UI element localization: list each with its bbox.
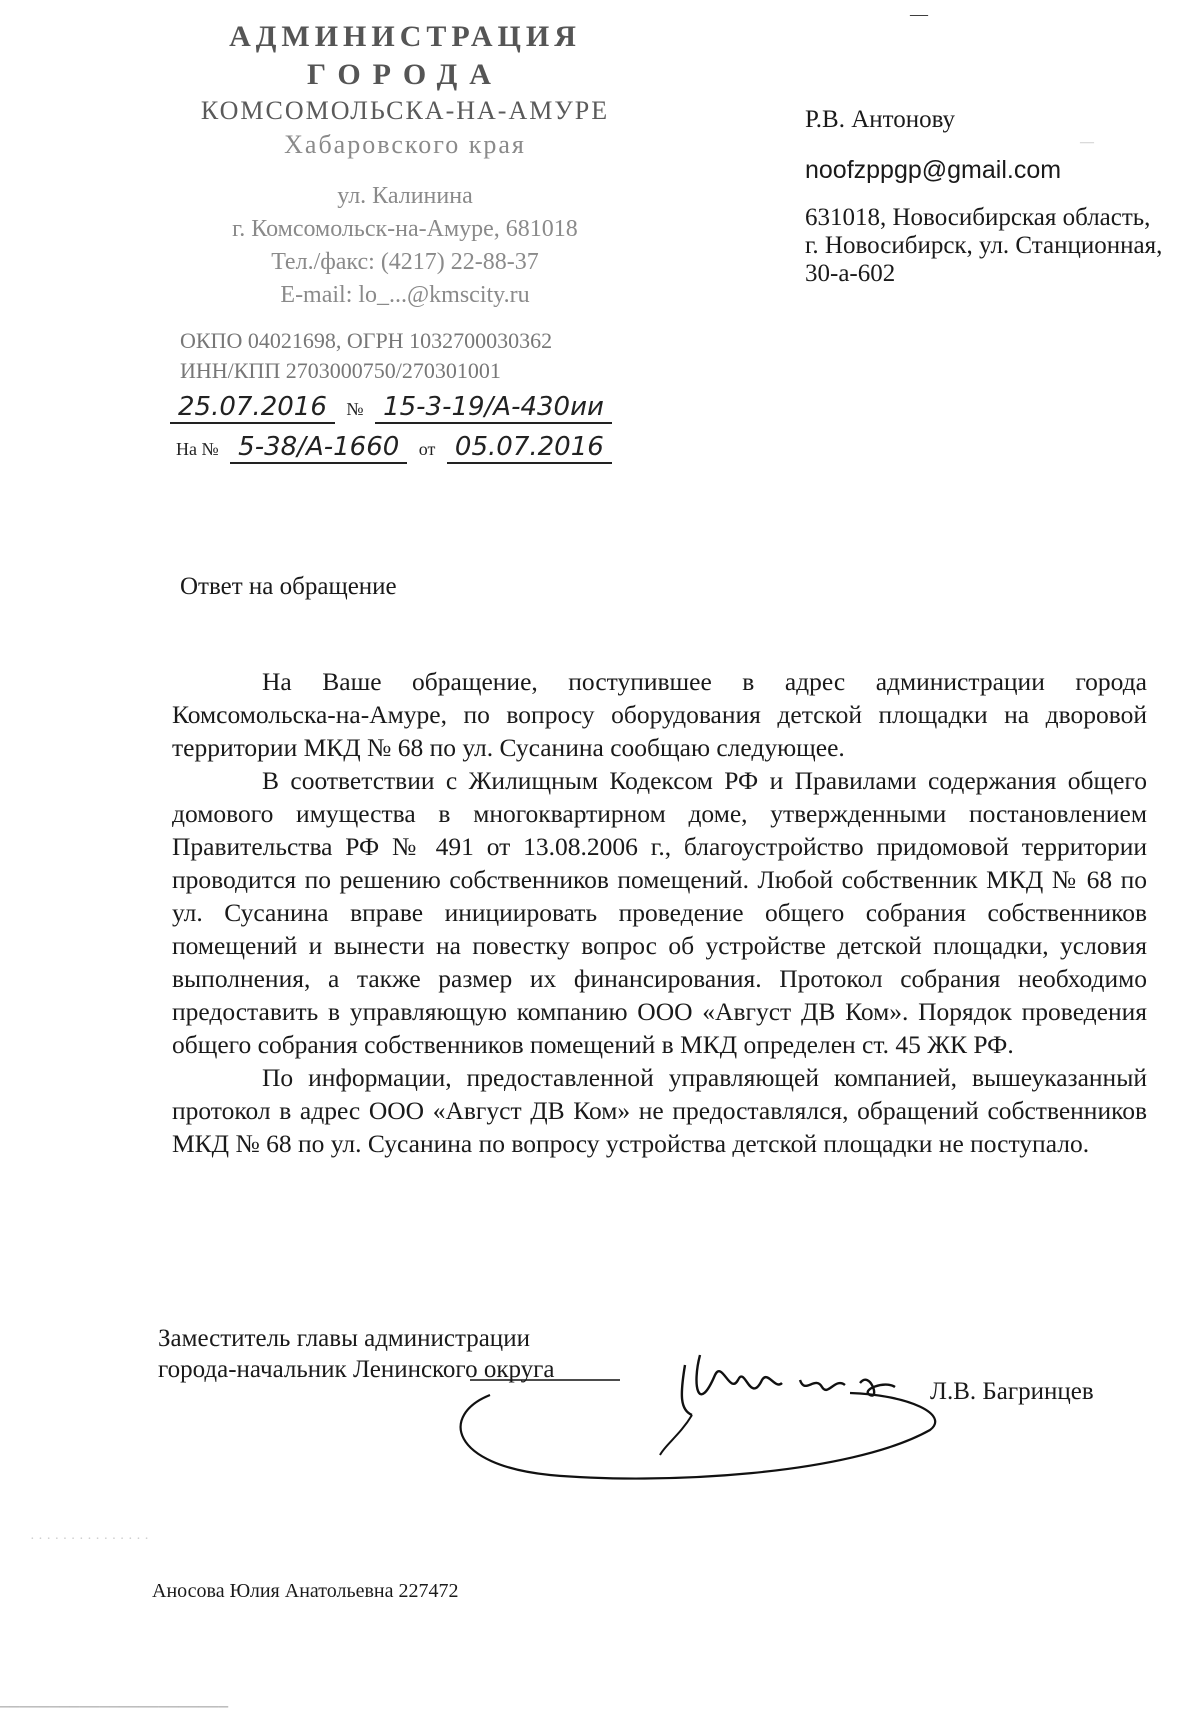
recipient-email: noofzppgp@gmail.com [805,156,1062,184]
org-phone: Тел./факс: (4217) 22-88-37 [271,249,539,275]
scan-speck: · · · · · · · · · · · · · · · [30,1532,149,1547]
org-name-line1: АДМИНИСТРАЦИЯ [229,20,581,53]
executor-info: Аносова Юлия Анатольевна 227472 [152,1580,459,1602]
signatory-name: Л.В. Багринцев [930,1378,1094,1405]
org-name-line2: ГОРОДА [307,58,503,91]
reference-from-label: от [418,439,436,459]
signatory-title-line1: Заместитель главы администрации [158,1325,530,1352]
signatory-title-line2: города-начальник Ленинского округа [158,1356,555,1383]
scan-edge: ─────────────────────── [0,1700,229,1715]
org-city-zip: г. Комсомольск-на-Амуре, 681018 [232,216,578,242]
organization-stamp [170,18,640,386]
org-inn: ИНН/КПП 2703000750/270301001 [180,358,501,383]
recipient-name: Р.В. Антонову [805,106,956,133]
org-name-line3: КОМСОМОЛЬСКА-НА-АМУРЕ [200,96,610,125]
recipient-block [805,106,1165,288]
org-street: ул. Калинина [337,183,473,209]
registration-line [170,392,612,422]
handwritten-signature [430,1335,950,1485]
body-paragraph-2: В соответствии с Жилищным Кодексом РФ и Правилами содержания общего домового имущества в многоквартирном доме, утвержденными постановлением Правительства РФ № 491 от 13.08.2006 г., благоустройство придомовой территории проводится по решению собственников помещений. Любой собственник МКД № 68 по ул. Сусанина вправе инициировать проведение общего собрания собственников помещений и вынести на повестку вопрос об устройстве детской площадки, условия выполнения, а также размер их финансирования. Протокол собрания необходимо предоставить в управляющую компанию ООО «Август ДВ Ком». Порядок проведения общего собрания собственников помещений в МКД определен ст. 45 ЖК РФ. [172,766,1147,1059]
org-email: E-mail: lo_...@kmscity.ru [280,282,530,308]
reference-label: На № [176,439,219,459]
reference-line [170,432,612,462]
letter-subject: Ответ на обращение [180,573,397,600]
registration-number-label: № [346,399,364,419]
registration-number: 15-3-19/А-430ии [375,392,612,424]
body-paragraph-3: По информации, предоставленной управляющей компанией, вышеуказанный протокол в адрес ООО «Август ДВ Ком» не предоставлялся, обращений собственников МКД № 68 по ул. Сусанина по вопросу устройства детской площадки не поступало. [172,1063,1147,1158]
org-okpo: ОКПО 04021698, ОГРН 1032700030362 [180,328,553,353]
reference-date: 05.07.2016 [447,432,612,464]
scan-mark: — [910,4,928,24]
recipient-address: 631018, Новосибирская область, г. Новосибирск, ул. Станционная, 30-а-602 [805,204,1163,287]
reference-number: 5-38/А-1660 [230,432,407,464]
letter-body [172,665,1147,1160]
scan-speck: — [1080,135,1094,150]
body-paragraph-1: На Ваше обращение, поступившее в адрес администрации города Комсомольска-на-Амуре, по вопросу оборудования детской площадки на дворовой территории МКД № 68 по ул. Сусанина сообщаю следующее. [172,667,1147,762]
org-name-line4: Хабаровского края [284,130,526,159]
registration-date: 25.07.2016 [170,392,335,424]
